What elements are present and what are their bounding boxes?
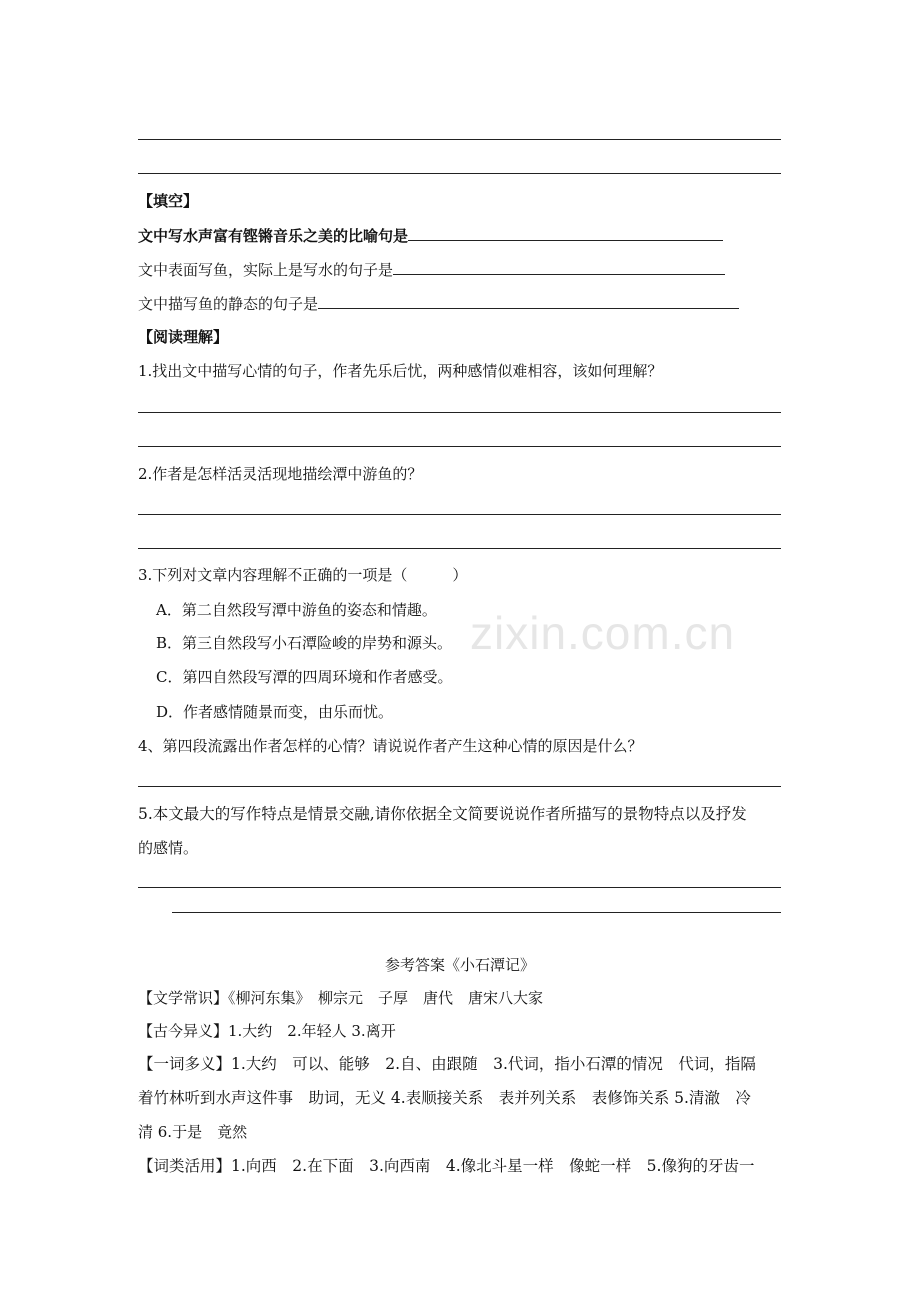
option-c[interactable]: C．第四自然段写潭的四周环境和作者感受。 bbox=[156, 668, 453, 686]
answer-polysemy-3: 清 6.于是 竟然 bbox=[138, 1123, 248, 1141]
option-b[interactable]: B．第三自然段写小石潭险峻的岸势和源头。 bbox=[156, 634, 453, 652]
answer-line[interactable] bbox=[138, 412, 781, 413]
answer-ancient-modern: 【古今异义】1.大约 2.年轻人 3.离开 bbox=[138, 1022, 396, 1040]
answers-title: 参考答案《小石潭记》 bbox=[384, 956, 535, 974]
fill-blank-heading: 【填空】 bbox=[138, 192, 199, 210]
answer-line[interactable] bbox=[138, 446, 781, 447]
blank-field[interactable] bbox=[408, 226, 723, 241]
answer-polysemy-2: 着竹林听到水声这件事 助词，无义 4.表顺接关系 表并列关系 表修饰关系 5.清澈 冷 bbox=[138, 1089, 751, 1107]
answer-line[interactable] bbox=[138, 548, 781, 549]
question-text: 文中描写鱼的静态的句子是 bbox=[138, 295, 319, 313]
question-text: 文中表面写鱼，实际上是写水的句子是 bbox=[138, 261, 394, 279]
blank-field[interactable] bbox=[318, 294, 739, 309]
fill-blank-question-3 bbox=[138, 294, 739, 314]
answer-word-class: 【词类活用】1.向西 2.在下面 3.向西南 4.像北斗星一样 像蛇一样 5.像狗的牙齿一 bbox=[138, 1157, 755, 1175]
reading-question-5-line-2: 的感情。 bbox=[138, 839, 199, 857]
reading-question-4: 4、第四段流露出作者怎样的心情？请说说作者产生这种心情的原因是什么？ bbox=[138, 737, 643, 755]
answer-line[interactable] bbox=[138, 786, 781, 787]
reading-question-5-line-1: 5.本文最大的写作特点是情景交融,请你依据全文简要说说作者所描写的景物特点以及抒发 bbox=[138, 805, 747, 823]
question-text: 文中写水声富有铿锵音乐之美的比喻句是 bbox=[138, 227, 409, 245]
answer-line[interactable] bbox=[138, 887, 781, 888]
reading-question-2: 2.作者是怎样活灵活现地描绘潭中游鱼的？ bbox=[138, 465, 423, 483]
answer-line bbox=[138, 173, 781, 174]
watermark: zixin.com.cn bbox=[470, 607, 736, 659]
reading-question-3: 3.下列对文章内容理解不正确的一项是（ ） bbox=[138, 566, 468, 584]
reading-question-1: 1.找出文中描写心情的句子，作者先乐后忧，两种感情似难相容，该如何理解？ bbox=[138, 362, 663, 380]
answer-polysemy-1: 【一词多义】1.大约 可以、能够 2.自、由跟随 3.代词，指小石潭的情况 代词，指隔 bbox=[138, 1055, 756, 1073]
fill-blank-question-1 bbox=[138, 226, 723, 246]
answer-line bbox=[138, 139, 781, 140]
fill-blank-question-2 bbox=[138, 260, 725, 280]
answer-literature: 【文学常识】《柳河东集》 柳宗元 子厚 唐代 唐宋八大家 bbox=[138, 989, 544, 1007]
reading-heading: 【阅读理解】 bbox=[138, 328, 229, 346]
blank-field[interactable] bbox=[393, 260, 725, 275]
answer-line[interactable] bbox=[172, 912, 781, 913]
option-d[interactable]: D．作者感情随景而变，由乐而忧。 bbox=[156, 703, 394, 721]
option-a[interactable]: A．第二自然段写潭中游鱼的姿态和情趣。 bbox=[156, 601, 437, 619]
answer-line[interactable] bbox=[138, 514, 781, 515]
